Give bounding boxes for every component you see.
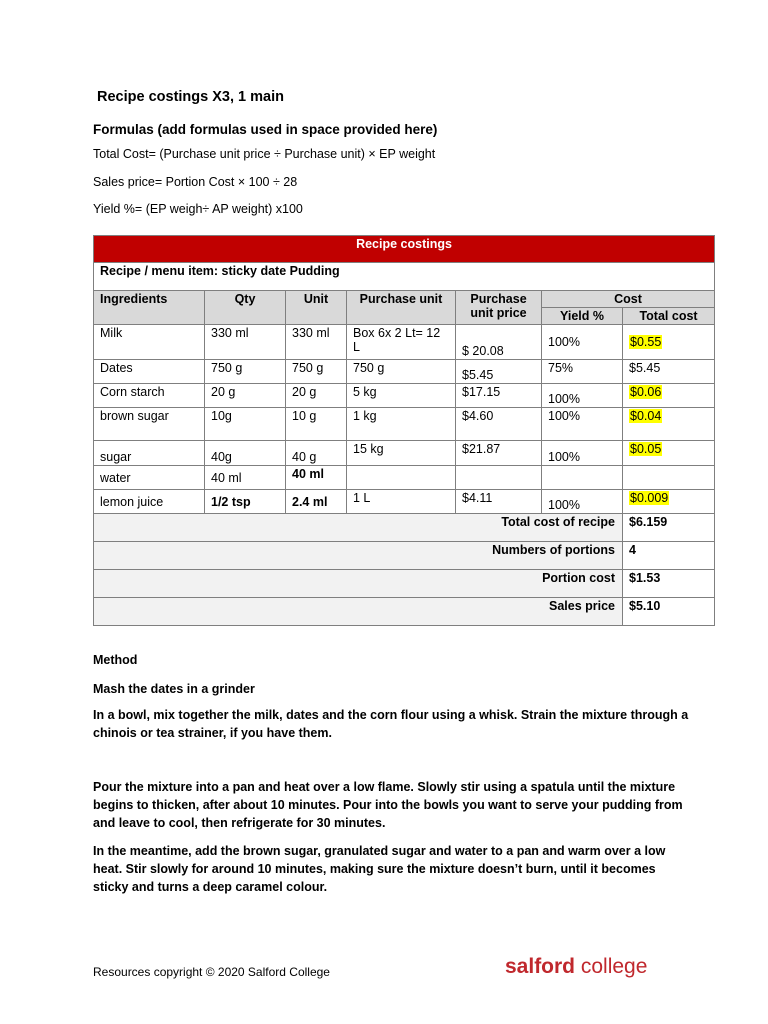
ingredient-cell: Dates: [94, 360, 205, 384]
yield-cell: 100%: [542, 325, 623, 360]
total-cell: [623, 408, 715, 441]
page-title: Recipe costings X3, 1 main: [97, 89, 284, 105]
col-ingredients: Ingredients: [94, 291, 205, 325]
formula-sales-price: Sales price= Portion Cost × 100 ÷ 28: [93, 175, 298, 189]
table-title: Recipe costings: [94, 236, 715, 263]
ingredient-cell: Milk: [94, 325, 205, 360]
logo-light-text: college: [575, 955, 648, 978]
salford-college-logo: [505, 955, 647, 979]
purchase-unit-cell: 1 kg: [347, 408, 456, 441]
price-cell: $17.15: [456, 384, 542, 408]
qty-cell: 1/2 tsp: [205, 490, 286, 514]
ingredient-cell: water: [94, 466, 205, 490]
yield-cell: 100%: [542, 408, 623, 441]
purchase-unit-cell: 1 L: [347, 490, 456, 514]
unit-cell: 330 ml: [286, 325, 347, 360]
total-cell: [623, 384, 715, 408]
yield-cell: 75%: [542, 360, 623, 384]
unit-cell: 2.4 ml: [286, 490, 347, 514]
total-value: $0.55: [630, 335, 662, 349]
summary-value: 4: [623, 542, 715, 570]
summary-label: Sales price: [94, 598, 623, 626]
price-cell: $4.60: [456, 408, 542, 441]
total-value: $0.04: [630, 409, 662, 423]
total-cell: $5.45: [623, 360, 715, 384]
total-cell: [623, 441, 715, 466]
table-row: [94, 466, 715, 490]
qty-cell: 750 g: [205, 360, 286, 384]
purchase-unit-cell: 15 kg: [347, 441, 456, 466]
ingredient-cell: sugar: [94, 441, 205, 466]
unit-cell: 40 g: [286, 441, 347, 466]
summary-row: [94, 514, 715, 542]
unit-cell: 750 g: [286, 360, 347, 384]
total-value: $0.05: [630, 442, 662, 456]
summary-label: Numbers of portions: [94, 542, 623, 570]
col-cost: Cost: [542, 291, 715, 308]
summary-value: $6.159: [623, 514, 715, 542]
formula-yield: Yield %= (EP weigh÷ AP weight) x100: [93, 202, 303, 216]
summary-value: $1.53: [623, 570, 715, 598]
price-cell: $ 20.08: [456, 325, 542, 360]
col-qty: Qty: [205, 291, 286, 325]
ingredient-cell: Corn starch: [94, 384, 205, 408]
method-step: Mash the dates in a grinder: [93, 682, 255, 696]
total-cell: [623, 325, 715, 360]
unit-cell: 40 ml: [286, 466, 347, 490]
purchase-unit-cell: [347, 466, 456, 490]
method-step: Pour the mixture into a pan and heat over a low flame. Slowly stir using a spatula until the mixture begins to thicken, after about 10 minutes. Pour into the bowls you want to serve your pudding from and leave to cool, then refrigerate for 30 minutes.: [93, 780, 683, 830]
total-cell: [623, 466, 715, 490]
table-row: [94, 384, 715, 408]
unit-cell: 20 g: [286, 384, 347, 408]
qty-cell: 40g: [205, 441, 286, 466]
price-cell: $21.87: [456, 441, 542, 466]
total-value: $0.06: [630, 385, 662, 399]
yield-cell: 100%: [542, 441, 623, 466]
formula-total-cost: Total Cost= (Purchase unit price ÷ Purchase unit) × EP weight: [93, 147, 436, 161]
yield-cell: [542, 466, 623, 490]
table-row: [94, 360, 715, 384]
price-cell: [456, 466, 542, 490]
summary-row: [94, 598, 715, 626]
total-value: $0.009: [630, 491, 669, 505]
col-purchase-unit: Purchase unit: [347, 291, 456, 325]
price-cell: $5.45: [456, 360, 542, 384]
col-unit: Unit: [286, 291, 347, 325]
qty-cell: 40 ml: [205, 466, 286, 490]
table-row: [94, 408, 715, 441]
col-purchase-unit-price: Purchase unit price: [456, 291, 542, 325]
yield-cell: 100%: [542, 490, 623, 514]
qty-cell: 20 g: [205, 384, 286, 408]
yield-cell: 100%: [542, 384, 623, 408]
total-cell: [623, 490, 715, 514]
summary-label: Total cost of recipe: [94, 514, 623, 542]
qty-cell: 330 ml: [205, 325, 286, 360]
copyright-notice: Resources copyright © 2020 Salford College: [93, 965, 330, 979]
summary-row: [94, 542, 715, 570]
qty-cell: 10g: [205, 408, 286, 441]
table-row: [94, 441, 715, 466]
formulas-heading: Formulas (add formulas used in space provided here): [93, 122, 438, 137]
method-heading: Method: [93, 653, 138, 667]
summary-value: $5.10: [623, 598, 715, 626]
price-cell: $4.11: [456, 490, 542, 514]
method-step: In the meantime, add the brown sugar, granulated sugar and water to a pan and warm over a low heat. Stir slowly for around 10 minutes, making sure the mixture doesn’t burn, until it becomes sticky and turns a deep caramel colour.: [93, 844, 666, 894]
summary-label: Portion cost: [94, 570, 623, 598]
purchase-unit-cell: Box 6x 2 Lt= 12 L: [347, 325, 456, 360]
recipe-costing-table: [93, 235, 715, 626]
ingredient-cell: brown sugar: [94, 408, 205, 441]
method-step: In a bowl, mix together the milk, dates and the corn flour using a whisk. Strain the mixture through a chinois or tea strainer, if you have them.: [93, 708, 689, 740]
summary-row: [94, 570, 715, 598]
col-total-cost: Total cost: [623, 308, 715, 325]
unit-cell: 10 g: [286, 408, 347, 441]
col-yield: Yield %: [542, 308, 623, 325]
recipe-item-label: Recipe / menu item: sticky date Pudding: [94, 263, 715, 291]
purchase-unit-cell: 750 g: [347, 360, 456, 384]
purchase-unit-cell: 5 kg: [347, 384, 456, 408]
logo-bold-text: salford: [505, 955, 576, 978]
table-row: [94, 490, 715, 514]
ingredient-cell: lemon juice: [94, 490, 205, 514]
table-row: [94, 325, 715, 360]
